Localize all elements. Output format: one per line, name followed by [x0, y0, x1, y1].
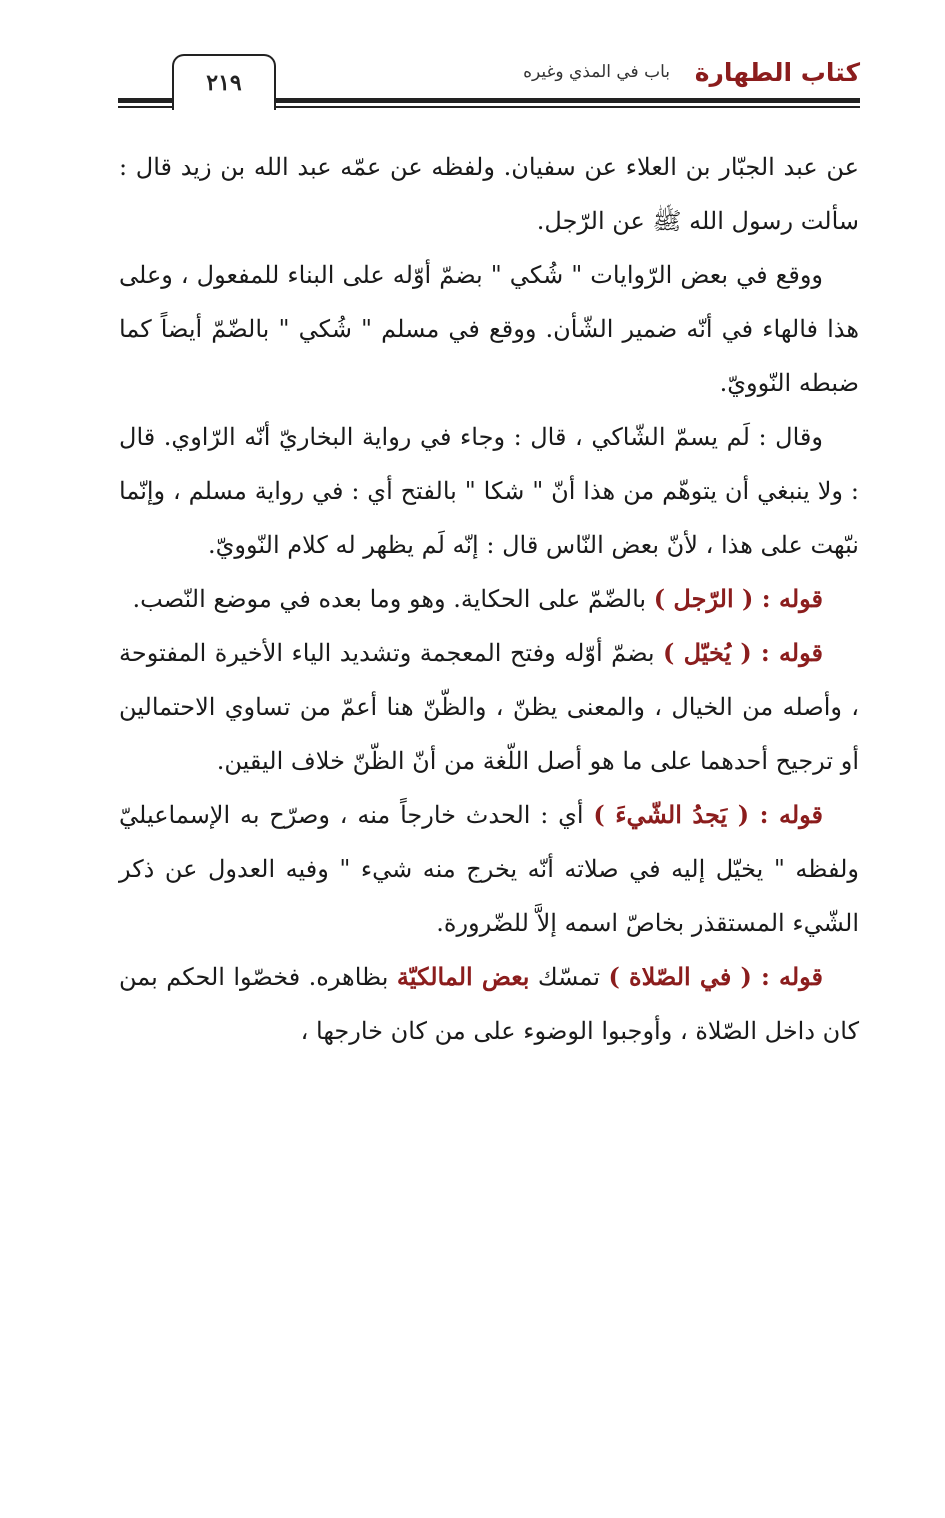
- paragraph-text: تمسّك: [529, 963, 609, 991]
- chapter-title: باب في المذي وغيره: [523, 62, 670, 82]
- paragraph: [119, 788, 859, 950]
- paragraph-text: عن عبد الجبّار بن العلاء عن سفيان. ولفظه عن عمّه عبد الله بن زيد قال : سألت رسول الله ﷺ عن الرّجل.: [119, 153, 860, 235]
- highlighted-term: بعض المالكيّة: [396, 962, 530, 991]
- paragraph-text: وقال : لَم يسمّ الشّاكي ، قال : وجاء في رواية البخاريّ أنّه الرّاوي. قال : ولا ينبغي أن يتوهّم من هذا أنّ " شكا " بالفتح أي : في رواية مسلم ، وإنّما نبّهت على هذا ، لأنّ بعض النّاس قال : إنّه لَم يظهر له كلام النّوويّ.: [119, 423, 859, 559]
- paragraph: [119, 572, 859, 626]
- page-number: ٢١٩: [172, 54, 276, 110]
- paragraph-text: بظاهره. فخصّوا الحكم بمن كان داخل الصّلاة ، وأوجبوا الوضوء على من كان خارجها ،: [119, 963, 859, 1045]
- page-header: [118, 52, 860, 112]
- lemma-heading: قوله : ( في الصّلاة ): [608, 962, 824, 991]
- paragraph-text: بالضّمّ على الحكاية. وهو وما بعده في موضع النّصب.: [132, 585, 654, 613]
- paragraph: [119, 410, 859, 572]
- paragraph-text: أي : الحدث خارجاً منه ، وصرّح به الإسماعيليّ ولفظه " يخيّل إليه في صلاته أنّه يخرج منه شيء " وفيه العدول عن ذكر الشّيء المستقذر بخاصّ اسمه إلاَّ للضّرورة.: [119, 801, 859, 937]
- paragraph-text: ووقع في بعض الرّوايات " شُكي " بضمّ أوّله على البناء للمفعول ، وعلى هذا فالهاء في أنّه ضمير الشّأن. ووقع في مسلم " شُكي " بالضّمّ أيضاً كما ضبطه النّوويّ.: [119, 261, 859, 397]
- book-title: كتاب الطهارة: [694, 58, 860, 87]
- lemma-heading: قوله : ( يَجدُ الشّيءَ ): [593, 800, 824, 829]
- paragraph: [119, 626, 859, 788]
- paragraph-text: بضمّ أوّله وفتح المعجمة وتشديد الياء الأخيرة المفتوحة ، وأصله من الخيال ، والمعنى يظنّ ، والظّنّ هنا أعمّ من تساوي الاحتمالين أو ترجيح أحدهما على ما هو أصل اللّغة من أنّ الظّنّ خلاف اليقين.: [119, 639, 860, 775]
- lemma-heading: قوله : ( الرّجل ): [653, 584, 823, 613]
- lemma-heading: قوله : ( يُخيّل ): [663, 638, 823, 667]
- paragraph: [119, 248, 859, 410]
- paragraph: [119, 140, 859, 248]
- paragraph: [119, 950, 859, 1058]
- page-body: [119, 140, 859, 1058]
